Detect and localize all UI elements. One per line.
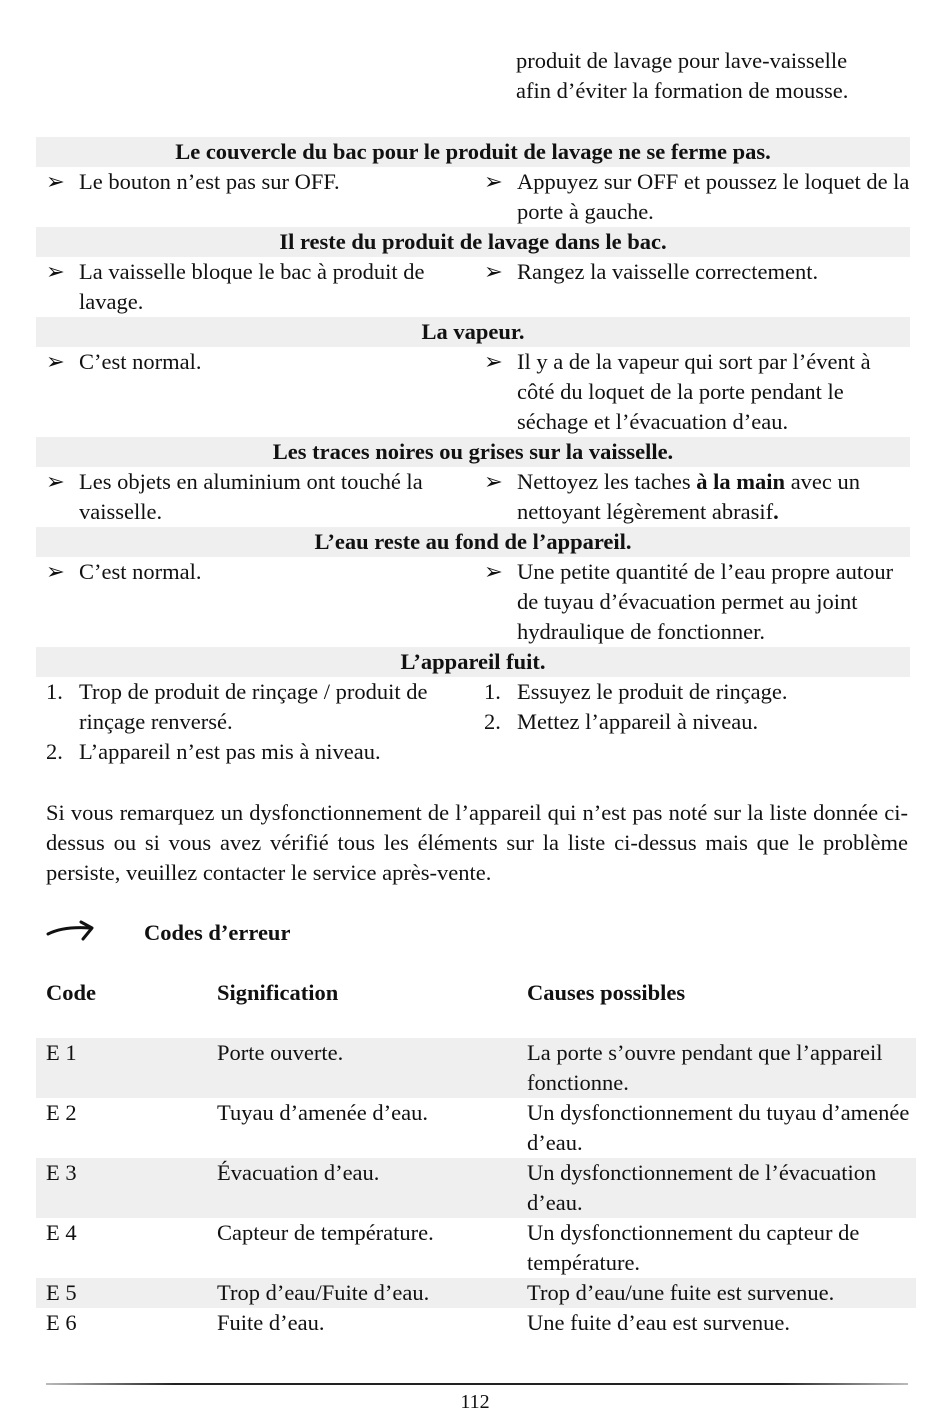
solution-text-start: Nettoyez les taches bbox=[517, 469, 697, 494]
contact-paragraph: Si vous remarquez un dysfonctionnement de l’appareil qui n’est pas noté sur la liste donnée ci-dessus ou si vous avez vérifié tous les éléments sur la liste ci-dessus mais que le problème persiste, veuillez contacter le service après-vente. bbox=[46, 800, 908, 885]
error-codes-table bbox=[36, 1038, 916, 1338]
continued-line: produit de lavage pour lave-vaisselle bbox=[516, 48, 848, 73]
meaning-cell: Capteur de température. bbox=[217, 1220, 434, 1245]
continued-line: afin d’éviter la formation de mousse. bbox=[516, 78, 849, 103]
table-row bbox=[36, 1158, 916, 1218]
bullet-arrow-icon: ➢ bbox=[484, 559, 503, 584]
code-cell: E 3 bbox=[46, 1160, 77, 1185]
code-cell: E 4 bbox=[46, 1220, 77, 1245]
problem-title: Il reste du produit de lavage dans le bac. bbox=[36, 227, 910, 257]
bullet-arrow-icon: ➢ bbox=[484, 469, 503, 494]
problem-title: Les traces noires ou grises sur la vaisselle. bbox=[36, 437, 910, 467]
meaning-cell: Fuite d’eau. bbox=[217, 1310, 325, 1335]
header-causes: Causes possibles bbox=[527, 980, 686, 1005]
problem-row bbox=[36, 557, 910, 647]
cause-text: L’appareil n’est pas mis à niveau. bbox=[79, 739, 381, 764]
code-cell: E 2 bbox=[46, 1100, 77, 1125]
solution-period: . bbox=[773, 499, 779, 524]
problem-row bbox=[36, 257, 910, 317]
cause-cell: Un dysfonctionnement du tuyau d’amenée d’eau. bbox=[527, 1100, 910, 1155]
table-row bbox=[36, 1308, 916, 1338]
cause-text: Trop de produit de rinçage / produit de rinçage renversé. bbox=[79, 679, 428, 734]
codes-table-header bbox=[46, 978, 916, 1008]
cause-cell: La porte s’ouvre pendant que l’appareil fonctionne. bbox=[527, 1040, 883, 1095]
solution-text: Une petite quantité de l’eau propre autour de tuyau d’évacuation permet au joint hydraulique de fonctionner. bbox=[517, 559, 894, 644]
table-row bbox=[36, 1278, 916, 1308]
list-number: 1. bbox=[484, 679, 501, 704]
meaning-cell: Porte ouverte. bbox=[217, 1040, 344, 1065]
cause-text: Le bouton n’est pas sur OFF. bbox=[79, 169, 340, 194]
meaning-cell: Tuyau d’amenée d’eau. bbox=[217, 1100, 428, 1125]
meaning-cell: Évacuation d’eau. bbox=[217, 1160, 380, 1185]
bullet-arrow-icon: ➢ bbox=[46, 469, 65, 494]
code-cell: E 1 bbox=[46, 1040, 77, 1065]
header-code: Code bbox=[46, 980, 96, 1005]
problem-title: L’appareil fuit. bbox=[36, 647, 910, 677]
bullet-arrow-icon: ➢ bbox=[484, 349, 503, 374]
table-row bbox=[36, 1098, 916, 1158]
codes-title: Codes d’erreur bbox=[144, 920, 291, 945]
problem-row bbox=[36, 467, 910, 527]
codes-section-heading bbox=[46, 918, 290, 948]
solution-text: Appuyez sur OFF et poussez le loquet de la porte à gauche. bbox=[517, 169, 910, 224]
cause-text: Les objets en aluminium ont touché la vaisselle. bbox=[79, 469, 423, 524]
cause-cell: Trop d’eau/une fuite est survenue. bbox=[527, 1280, 835, 1305]
bullet-arrow-icon: ➢ bbox=[46, 259, 65, 284]
list-number: 1. bbox=[46, 679, 63, 704]
cause-cell bbox=[36, 557, 474, 647]
bullet-arrow-icon: ➢ bbox=[484, 169, 503, 194]
cause-cell bbox=[36, 467, 474, 527]
solution-text: Essuyez le produit de rinçage. bbox=[517, 679, 788, 704]
solution-cell bbox=[474, 257, 910, 317]
footer-rule bbox=[46, 1383, 908, 1385]
solution-text: Mettez l’appareil à niveau. bbox=[517, 709, 759, 734]
cause-cell: Une fuite d’eau est survenue. bbox=[527, 1310, 791, 1335]
bullet-arrow-icon: ➢ bbox=[46, 169, 65, 194]
solution-cell bbox=[474, 467, 910, 527]
solution-text: Il y a de la vapeur qui sort par l’évent à côté du loquet de la porte pendant le séchage et l’évacuation d’eau. bbox=[517, 349, 871, 434]
header-signification: Signification bbox=[217, 980, 339, 1005]
cause-cell bbox=[36, 167, 474, 227]
arrow-right-icon bbox=[46, 920, 96, 950]
problem-title: L’eau reste au fond de l’appareil. bbox=[36, 527, 910, 557]
solution-cell bbox=[474, 557, 910, 647]
cause-cell bbox=[36, 257, 474, 317]
code-cell: E 6 bbox=[46, 1310, 77, 1335]
solution-text: Rangez la vaisselle correctement. bbox=[517, 259, 819, 284]
solution-cell bbox=[474, 167, 910, 227]
solution-cell bbox=[474, 677, 910, 767]
problem-title: Le couvercle du bac pour le produit de lavage ne se ferme pas. bbox=[36, 137, 910, 167]
problem-row bbox=[36, 167, 910, 227]
problem-row bbox=[36, 347, 910, 437]
bullet-arrow-icon: ➢ bbox=[484, 259, 503, 284]
list-number: 2. bbox=[484, 709, 501, 734]
bullet-arrow-icon: ➢ bbox=[46, 349, 65, 374]
cause-cell bbox=[36, 347, 474, 437]
bullet-arrow-icon: ➢ bbox=[46, 559, 65, 584]
meaning-cell: Trop d’eau/Fuite d’eau. bbox=[217, 1280, 430, 1305]
troubleshooting-table bbox=[36, 137, 910, 767]
cause-cell: Un dysfonctionnement de l’évacuation d’eau. bbox=[527, 1160, 877, 1215]
table-row bbox=[36, 1218, 916, 1278]
solution-text-end: avec un nettoyant légèrement abrasif bbox=[517, 469, 861, 524]
list-number: 2. bbox=[46, 739, 63, 764]
cause-cell bbox=[36, 677, 474, 767]
problem-title: La vapeur. bbox=[36, 317, 910, 347]
cause-cell: Un dysfonctionnement du capteur de température. bbox=[527, 1220, 860, 1275]
solution-cell bbox=[474, 347, 910, 437]
code-cell: E 5 bbox=[46, 1280, 77, 1305]
cause-text: C’est normal. bbox=[79, 559, 202, 584]
table-row bbox=[36, 1038, 916, 1098]
cause-text: La vaisselle bloque le bac à produit de lavage. bbox=[79, 259, 425, 314]
solution-emphasis: à la main bbox=[696, 469, 786, 494]
page-number: 112 bbox=[460, 1391, 490, 1413]
continued-text bbox=[516, 46, 916, 106]
solution-text bbox=[517, 467, 910, 527]
cause-text: C’est normal. bbox=[79, 349, 202, 374]
problem-row bbox=[36, 677, 910, 767]
